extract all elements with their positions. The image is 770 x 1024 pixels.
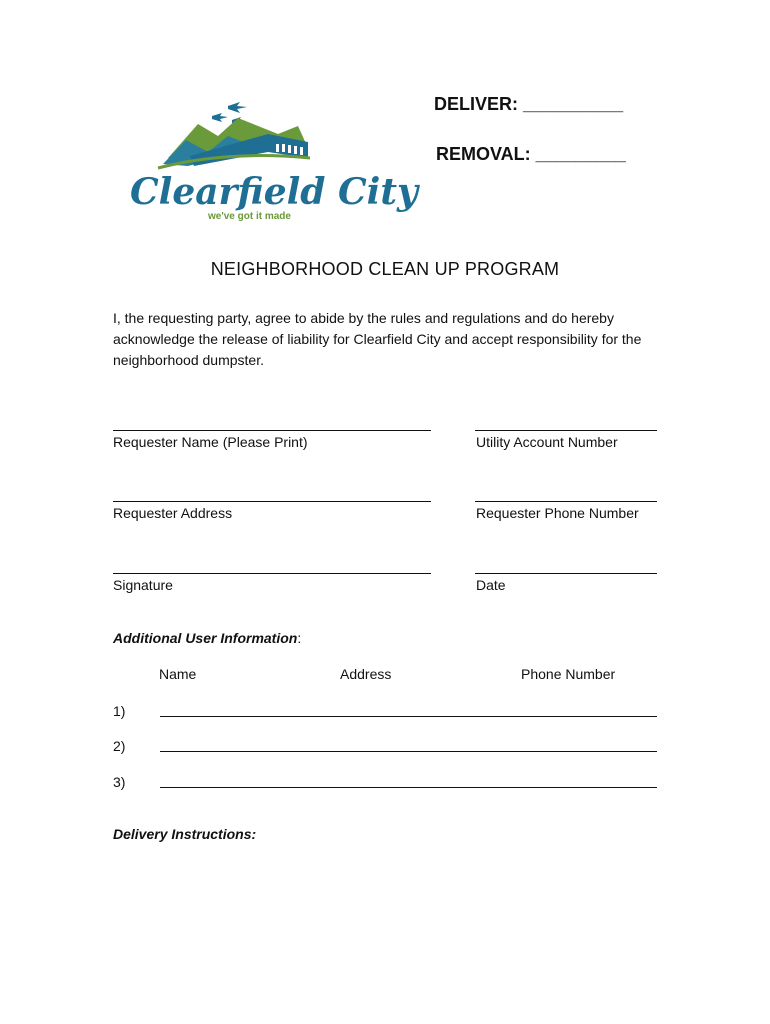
delivery-instructions-heading: Delivery Instructions: bbox=[113, 826, 257, 842]
deliver-field[interactable]: DELIVER: __________ bbox=[434, 94, 624, 114]
requester-address-line[interactable] bbox=[113, 501, 431, 502]
row-number-1: 1) bbox=[113, 703, 126, 719]
additional-info-heading-text: Additional User Information bbox=[113, 630, 298, 646]
additional-user-line-2[interactable] bbox=[160, 751, 657, 752]
column-header-name: Name bbox=[159, 666, 197, 682]
column-header-address: Address bbox=[340, 666, 392, 682]
requester-phone-label: Requester Phone Number bbox=[476, 505, 639, 521]
column-header-phone: Phone Number bbox=[521, 666, 616, 682]
removal-field[interactable]: REMOVAL: _________ bbox=[436, 144, 626, 164]
liability-statement: I, the requesting party, agree to abide by the rules and regulations and do hereby acknowledge the release of liability for Clearfield City and accept responsibility for the neighborhood dumpster. bbox=[113, 310, 642, 368]
additional-info-heading-colon: : bbox=[297, 630, 302, 646]
requester-name-label: Requester Name (Please Print) bbox=[113, 434, 308, 450]
clearfield-city-logo bbox=[128, 96, 418, 226]
utility-account-label: Utility Account Number bbox=[476, 434, 618, 450]
row-number-3: 3) bbox=[113, 774, 126, 790]
date-label: Date bbox=[476, 577, 506, 593]
additional-user-line-1[interactable] bbox=[160, 716, 657, 717]
utility-account-line[interactable] bbox=[475, 430, 657, 431]
row-number-2: 2) bbox=[113, 738, 126, 754]
date-line[interactable] bbox=[475, 573, 657, 574]
signature-line[interactable] bbox=[113, 573, 431, 574]
signature-label: Signature bbox=[113, 577, 173, 593]
additional-user-line-3[interactable] bbox=[160, 787, 657, 788]
logo-wordmark: Clearfield City bbox=[130, 171, 418, 213]
requester-phone-line[interactable] bbox=[475, 501, 657, 502]
additional-info-heading bbox=[113, 630, 301, 646]
requester-name-line[interactable] bbox=[113, 430, 431, 431]
logo-tagline: we've got it made bbox=[208, 211, 291, 222]
form-title: NEIGHBORHOOD CLEAN UP PROGRAM bbox=[210, 259, 560, 279]
requester-address-label: Requester Address bbox=[113, 505, 233, 521]
